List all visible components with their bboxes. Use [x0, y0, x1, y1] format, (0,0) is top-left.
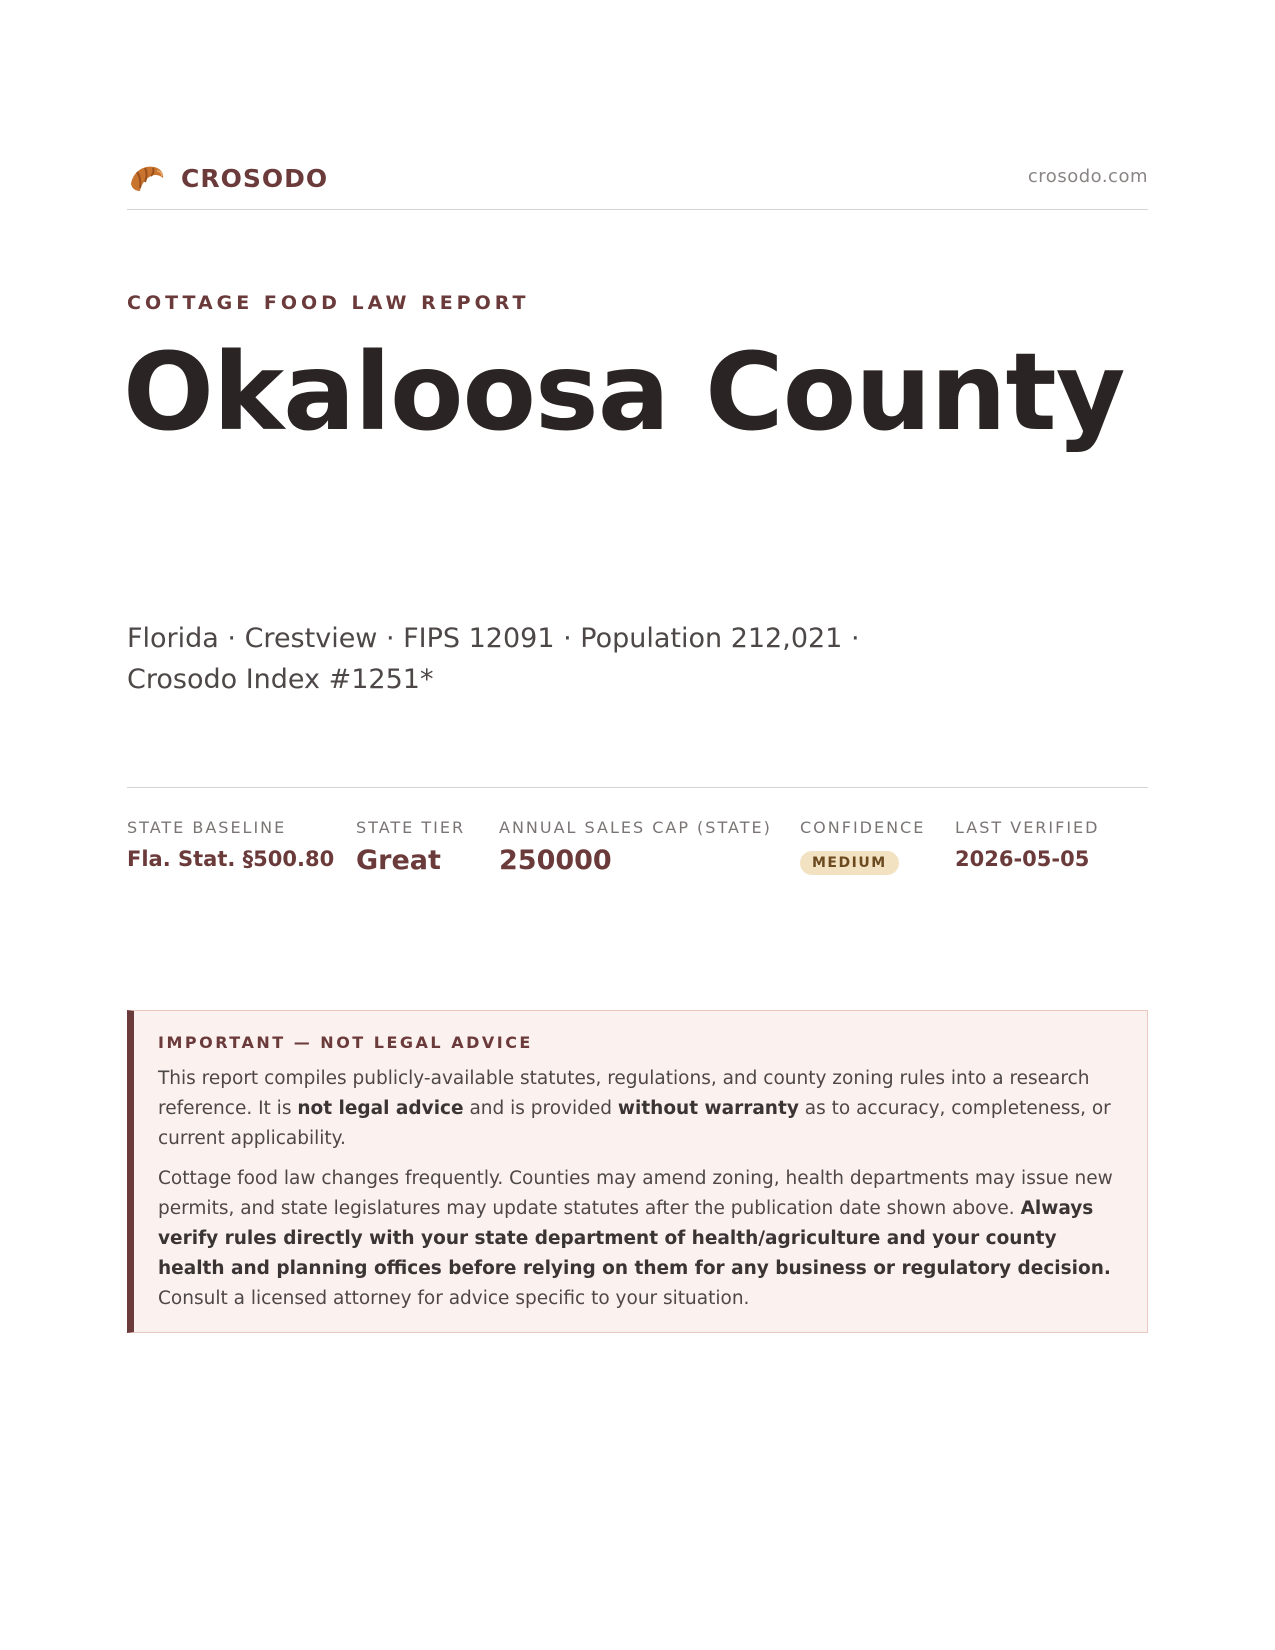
notice-title: IMPORTANT — NOT LEGAL ADVICE [158, 1033, 533, 1052]
notice-text: Cottage food law changes frequently. Counties may amend zoning, health departments may issue new permits, and state legislatures may update statutes after the publication date shown above. [158, 1168, 1113, 1219]
brand-logo[interactable] [127, 158, 328, 198]
croissant-icon [127, 158, 167, 198]
stat-label: LAST VERIFIED [955, 818, 1100, 837]
stat-value: Fla. Stat. §500.80 [127, 847, 335, 871]
brand-name: CROSODO [181, 163, 329, 193]
page-title: Okaloosa County [123, 331, 1125, 455]
notice-emphasis: not legal advice [297, 1098, 464, 1119]
report-eyebrow: COTTAGE FOOD LAW REPORT [127, 292, 530, 314]
confidence-badge: MEDIUM [800, 851, 899, 875]
header-divider [127, 209, 1148, 210]
notice-text: and is provided [463, 1098, 618, 1119]
stat-label: STATE BASELINE [127, 818, 287, 837]
report-subtitle: Florida · Crestview · FIPS 12091 · Population 212,021 · Crosodo Index #1251* [127, 623, 860, 695]
stat-value: Great [356, 845, 441, 876]
page-header [127, 158, 1148, 208]
stat-value: 250000 [499, 845, 612, 876]
notice-emphasis: Always verify rules directly with your state department of health/agriculture and your county health and planning offices before relying on them for any business or regulatory decision. [158, 1198, 1111, 1279]
stat-sales-cap [499, 818, 772, 876]
notice-text: Consult a licensed attorney for advice specific to your situation. [158, 1288, 750, 1309]
notice-text: This report compiles publicly-available statutes, regulations, and county zoning rules into a research reference. It is [158, 1068, 1090, 1119]
stat-state-tier [356, 818, 465, 876]
stat-last-verified [955, 818, 1099, 871]
site-url[interactable]: crosodo.com [1027, 166, 1148, 187]
notice-paragraph [158, 1164, 1123, 1314]
notice-paragraph [158, 1064, 1123, 1154]
notice-text: as to accuracy, completeness, or current applicability. [158, 1098, 1111, 1149]
stat-label: STATE TIER [356, 818, 466, 837]
notice-emphasis: without warranty [617, 1098, 799, 1119]
legal-notice [127, 1010, 1148, 1333]
stat-value: 2026-05-05 [955, 847, 1090, 871]
stat-confidence [800, 818, 925, 875]
stat-label: CONFIDENCE [800, 818, 926, 837]
stat-state-baseline [127, 818, 334, 871]
stats-divider [127, 787, 1148, 788]
stat-label: ANNUAL SALES CAP (STATE) [499, 818, 772, 837]
